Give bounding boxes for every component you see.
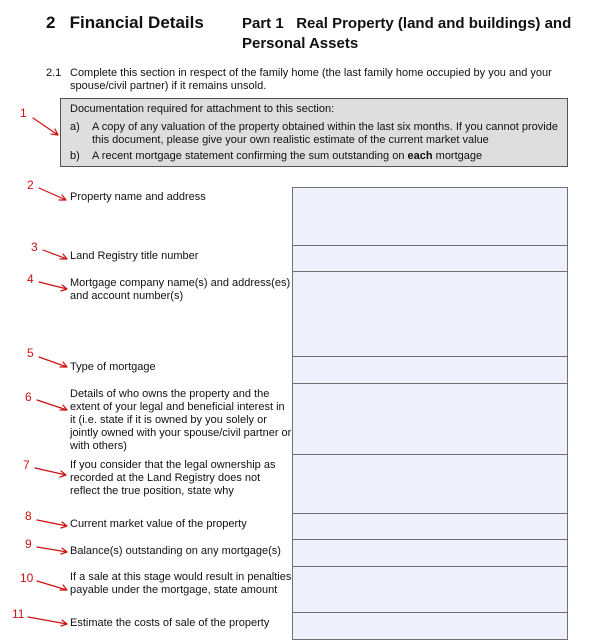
field-current-market-value[interactable] (292, 513, 568, 540)
field-sale-penalties[interactable] (292, 566, 568, 613)
field-mortgage-balance[interactable] (292, 539, 568, 567)
part-label: Part 1 (242, 15, 284, 32)
annotation-arrow-3 (43, 250, 67, 259)
documentation-item-a-text: A copy of any valuation of the property obtained within the last six months. If you cannot provide this document, please give your own realistic estimate of the current market value (92, 121, 558, 146)
annotation-number-11: 11 (12, 607, 25, 621)
label-mortgage-company-details: Mortgage company name(s) and address(es) and account number(s) (70, 277, 291, 302)
annotation-number-6: 6 (25, 390, 32, 404)
documentation-item-a-letter: a) (70, 121, 80, 133)
label-property-name-address: Property name and address (70, 191, 206, 203)
label-land-registry-title-number: Land Registry title number (70, 250, 199, 262)
label-ownership-details: Details of who owns the property and the extent of your legal and beneficial interest in it (i.e. state if it is owned by you solely or jointly owned with your spouse/civil partner or with others) (70, 388, 292, 452)
field-property-name-address[interactable] (292, 187, 568, 246)
annotation-arrow-1 (33, 118, 58, 135)
annotation-arrow-8 (37, 520, 67, 528)
annotation-arrow-5 (39, 357, 67, 367)
annotation-arrow-6 (37, 400, 67, 410)
intro-number: 2.1 (46, 67, 62, 79)
section-title: Financial Details (69, 13, 204, 32)
documentation-item-b-text-after: mortgage (432, 150, 483, 162)
annotation-number-1: 1 (20, 106, 27, 120)
annotation-number-10: 10 (20, 571, 34, 585)
label-mortgage-balance: Balance(s) outstanding on any mortgage(s) (70, 545, 281, 557)
field-mortgage-company-details[interactable] (292, 271, 568, 357)
field-legal-ownership-discrepancy[interactable] (292, 454, 568, 514)
annotation-number-3: 3 (31, 240, 38, 254)
annotation-number-9: 9 (25, 537, 32, 551)
section-number: 2 (46, 13, 56, 32)
annotation-number-5: 5 (27, 346, 34, 360)
documentation-item-b-letter: b) (70, 150, 80, 162)
part-title: Real Property (land and buildings) and Personal Assets (242, 15, 572, 52)
documentation-item-b-emphasis: each (407, 150, 433, 162)
annotation-arrow-2 (39, 188, 66, 200)
annotation-arrow-9 (37, 547, 67, 554)
field-costs-of-sale[interactable] (292, 612, 568, 640)
documentation-heading: Documentation required for attachment to this section: (70, 103, 335, 115)
intro-text: Complete this section in respect of the family home (the last family home occupied by you and your spouse/civil partner) if it remains unsold. (70, 67, 552, 92)
documentation-item-b-text-before: A recent mortgage statement confirming the sum outstanding on (92, 150, 408, 162)
field-land-registry-title-number[interactable] (292, 245, 568, 272)
annotation-arrow-4 (39, 282, 67, 291)
label-current-market-value: Current market value of the property (70, 518, 247, 530)
field-ownership-details[interactable] (292, 383, 568, 455)
annotation-number-2: 2 (27, 178, 34, 192)
annotation-arrow-11 (28, 617, 67, 626)
annotation-arrow-7 (35, 468, 66, 477)
annotation-number-7: 7 (23, 458, 30, 472)
label-legal-ownership-discrepancy: If you consider that the legal ownership as recorded at the Land Registry does not reflect the true position, state why (70, 459, 276, 497)
field-type-of-mortgage[interactable] (292, 356, 568, 384)
label-sale-penalties: If a sale at this stage would result in penalties payable under the mortgage, state amount (70, 571, 292, 596)
annotation-arrow-10 (37, 581, 67, 590)
label-costs-of-sale: Estimate the costs of sale of the property (70, 617, 270, 629)
annotation-number-4: 4 (27, 272, 34, 286)
label-type-of-mortgage: Type of mortgage (70, 361, 156, 373)
annotation-number-8: 8 (25, 509, 32, 523)
